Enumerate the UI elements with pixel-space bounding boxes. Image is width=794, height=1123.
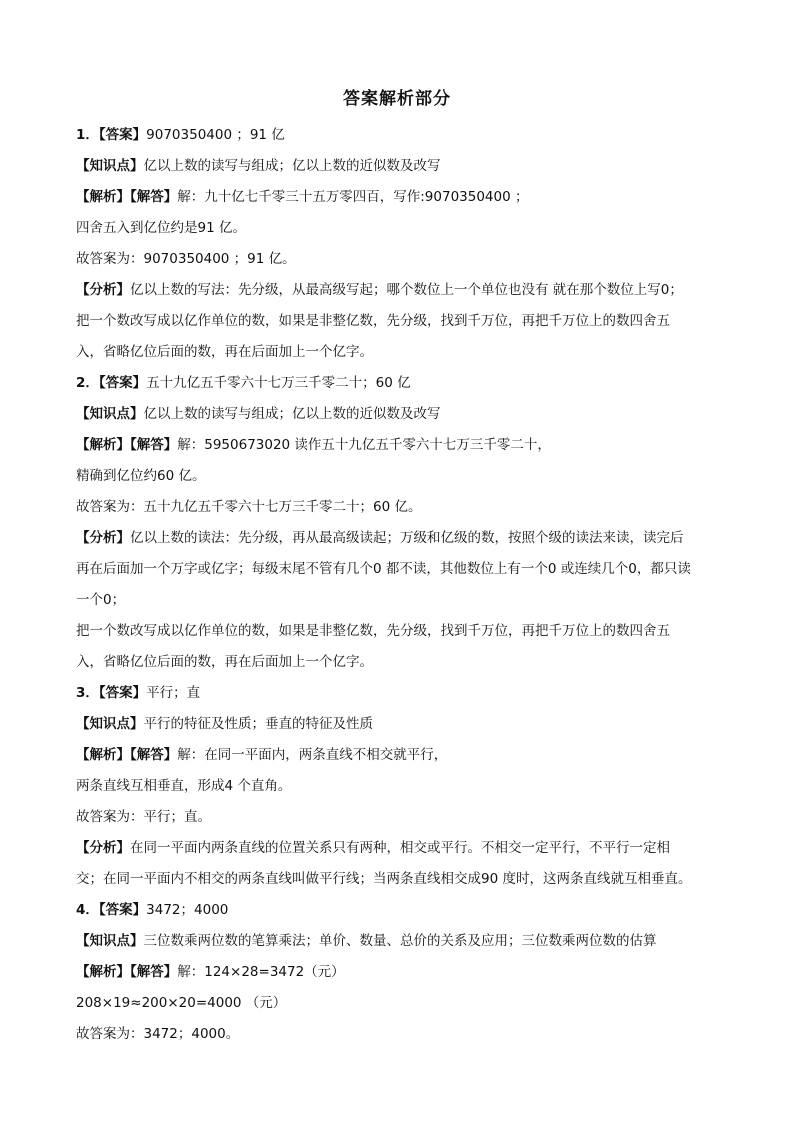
q3-analysis-line-3: 故答案为：平行；直。 xyxy=(76,809,211,825)
q3-fenxi-line-2: 交；在同一平面内不相交的两条直线叫做平行线；当两条直线相交成90 度时，这两条直线就互相垂直。 xyxy=(76,871,692,887)
q2-jx-tag: 【解析】【解答】 xyxy=(76,437,178,453)
q2-fenxi-line-1 xyxy=(76,523,754,554)
q2-kp: 亿以上数的读写与组成；亿以上数的近似数及改写 xyxy=(143,406,441,422)
answer-content xyxy=(76,120,754,1050)
page-title: 答案解析部分 xyxy=(343,89,451,109)
q3-fx-tag: 【分析】 xyxy=(76,840,130,856)
q3-analysis-line-1 xyxy=(76,740,754,771)
q3-kp: 平行的特征及性质；垂直的特征及性质 xyxy=(143,716,373,732)
q3-answer-tag: 【答案】 xyxy=(98,685,147,701)
q1-fenxi-line-1 xyxy=(76,275,754,306)
q3-answer-line xyxy=(76,678,754,709)
q3-analysis-line-2: 两条直线互相垂直，形成4 个直角。 xyxy=(76,778,292,794)
q2-analysis-line-3: 故答案为：五十九亿五千零六十七万三千零二十；60 亿。 xyxy=(76,499,422,515)
q2-fenxi-line-5: 入，省略亿位后面的数，再在后面加上一个亿字。 xyxy=(76,654,373,670)
q4-answer-line xyxy=(76,895,754,926)
q2-answer-tag: 【答案】 xyxy=(98,375,147,391)
q1-kp: 亿以上数的读写与组成；亿以上数的近似数及改写 xyxy=(143,158,441,174)
q3-number: 3． xyxy=(76,685,99,701)
q2-number: 2． xyxy=(76,375,99,391)
q1-analysis-line-1 xyxy=(76,182,754,213)
q1-analysis-line-3: 故答案为：9070350400 ；91 亿。 xyxy=(76,251,296,267)
q1-number: 1． xyxy=(76,127,99,143)
q4-jx-tag: 【解析】【解答】 xyxy=(76,964,178,980)
q1-answer-tag: 【答案】 xyxy=(98,127,147,143)
q1-knowledge-line xyxy=(76,151,754,182)
q3-kp-tag: 【知识点】 xyxy=(76,716,144,732)
q2-kp-tag: 【知识点】 xyxy=(76,406,144,422)
q3-fx1: 在同一平面内两条直线的位置关系只有两种，相交或平行。不相交一定平行，不平行一定相 xyxy=(130,840,670,856)
q2-analysis-line-2: 精确到亿位约60 亿。 xyxy=(76,468,206,484)
q4-knowledge-line xyxy=(76,926,754,957)
q4-answer: 3472；4000 xyxy=(146,902,229,918)
q2-fenxi-line-3: 一个0； xyxy=(76,592,126,608)
q2-fx-tag: 【分析】 xyxy=(76,530,130,546)
q3-jx-tag: 【解析】【解答】 xyxy=(76,747,178,763)
q1-fenxi-line-2: 把一个数改写成以亿作单位的数，如果是非整亿数，先分级，找到千万位，再把千万位上的数四舍五 xyxy=(76,313,670,329)
q3-knowledge-line xyxy=(76,709,754,740)
q4-kp: 三位数乘两位数的笔算乘法；单价、数量、总价的关系及应用；三位数乘两位数的估算 xyxy=(143,933,657,949)
q2-fenxi-line-2: 再在后面加一个万字或亿字；每级末尾不管有几个0 都不读，其他数位上有一个0 或连续几个0，都只读 xyxy=(76,561,691,577)
q1-jx-tag: 【解析】【解答】 xyxy=(76,189,178,205)
q1-jx1: 解：九十亿七千零三十五万零四百，写作:9070350400 ； xyxy=(177,189,529,205)
q1-kp-tag: 【知识点】 xyxy=(76,158,144,174)
q1-answer-line xyxy=(76,120,754,151)
q1-analysis-line-2: 四舍五入到亿位约是91 亿。 xyxy=(76,220,246,236)
q1-fenxi-line-3: 入，省略亿位后面的数，再在后面加上一个亿字。 xyxy=(76,344,373,360)
q2-fenxi-line-4: 把一个数改写成以亿作单位的数，如果是非整亿数，先分级，找到千万位，再把千万位上的数四舍五 xyxy=(76,623,670,639)
q4-number: 4． xyxy=(76,902,99,918)
q4-analysis-line-2: 208×19≈200×20=4000 （元） xyxy=(76,995,287,1011)
q2-answer-line xyxy=(76,368,754,399)
q1-answer: 9070350400 ；91 亿 xyxy=(146,127,285,143)
q4-jx1: 解：124×28=3472（元） xyxy=(177,964,345,980)
q4-kp-tag: 【知识点】 xyxy=(76,933,144,949)
q2-answer: 五十九亿五千零六十七万三千零二十；60 亿 xyxy=(146,375,411,391)
q1-fx-tag: 【分析】 xyxy=(76,282,130,298)
q2-knowledge-line xyxy=(76,399,754,430)
q4-answer-tag: 【答案】 xyxy=(98,902,147,918)
q4-analysis-line-1 xyxy=(76,957,754,988)
q4-analysis-line-3: 故答案为：3472；4000。 xyxy=(76,1026,240,1042)
q2-fx1: 亿以上数的读法：先分级，再从最高级读起；万级和亿级的数，按照个级的读法来读，读完后 xyxy=(130,530,684,546)
q2-analysis-line-1 xyxy=(76,430,754,461)
q3-answer: 平行；直 xyxy=(146,685,201,701)
q3-jx1: 解：在同一平面内，两条直线不相交就平行， xyxy=(177,747,448,763)
q2-jx1: 解：5950673020 读作五十九亿五千零六十七万三千零二十， xyxy=(177,437,551,453)
q1-fx1: 亿以上数的写法：先分级，从最高级写起；哪个数位上一个单位也没有 就在那个数位上写0； xyxy=(130,282,683,298)
q3-fenxi-line-1 xyxy=(76,833,754,864)
